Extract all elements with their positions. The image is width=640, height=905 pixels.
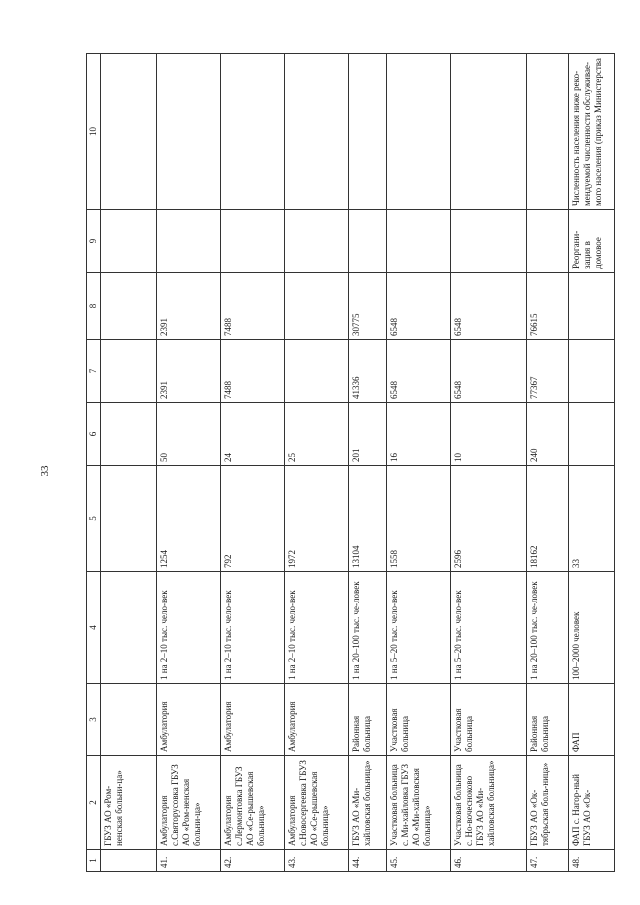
table-cell: 45.: [387, 850, 451, 872]
table-cell: 201: [349, 403, 387, 466]
table-cell: ГБУЗ АО «Ми-хайловская больница»: [349, 756, 387, 850]
table-cell: 6548: [451, 273, 527, 340]
table-cell: 42.: [221, 850, 285, 872]
table-cell: 2391: [157, 340, 221, 403]
column-header: 8: [87, 273, 101, 340]
table-cell: 46.: [451, 850, 527, 872]
table-row: [349, 54, 387, 872]
table-row: [221, 54, 285, 872]
table-cell: [285, 340, 349, 403]
table-cell: 48.: [569, 850, 615, 872]
table-row: [527, 54, 569, 872]
table-cell: 41336: [349, 340, 387, 403]
table-cell: 2391: [157, 273, 221, 340]
table-cell: [569, 403, 615, 466]
table-cell: [451, 54, 527, 210]
table-cell: Амбулатория с.Лермонтовка ГБУЗ АО «Се-рышевская больница»: [221, 756, 285, 850]
table-cell: [157, 210, 221, 273]
table-cell: 1 на 5–20 тыс. чело-век: [451, 572, 527, 684]
table-cell: [349, 54, 387, 210]
table-cell: [101, 572, 157, 684]
table-row: [285, 54, 349, 872]
table-row: [569, 54, 615, 872]
table-cell: ФАП: [569, 684, 615, 756]
column-header: 4: [87, 572, 101, 684]
table-cell: Амбулатория: [285, 684, 349, 756]
table-cell: 7488: [221, 273, 285, 340]
table-cell: 1972: [285, 466, 349, 572]
table-cell: 7488: [221, 340, 285, 403]
table-cell: 2596: [451, 466, 527, 572]
table-cell: 6548: [451, 340, 527, 403]
table-cell: [569, 340, 615, 403]
table-cell: 100–2000 человек: [569, 572, 615, 684]
table-cell: 792: [221, 466, 285, 572]
table-cell: 43.: [285, 850, 349, 872]
table-cell: 30775: [349, 273, 387, 340]
table-cell: Участковая больница: [451, 684, 527, 756]
table-cell: 1 на 2–10 тыс. чело-век: [221, 572, 285, 684]
column-header: 10: [87, 54, 101, 210]
table-cell: Амбулатория с.Новосергеевка ГБУЗ АО «Се-рышевская больница»: [285, 756, 349, 850]
table-cell: 33: [569, 466, 615, 572]
table-cell: 240: [527, 403, 569, 466]
table-cell: Амбулатория с.Святорусовка ГБУЗ АО «Ром-ненская больни-ца»: [157, 756, 221, 850]
table-cell: [101, 273, 157, 340]
table-cell: Участковая больница с. Ми-хайловка ГБУЗ АО «Ми-хайловская больница»: [387, 756, 451, 850]
table-cell: Участковая больница: [387, 684, 451, 756]
table-cell: [101, 466, 157, 572]
table-cell: Амбулатория: [157, 684, 221, 756]
table-row: [387, 54, 451, 872]
table-cell: Участковая больница с. Но-вочесноково ГБУЗ АО «Ми-хайловская больница»: [451, 756, 527, 850]
table-cell: [387, 210, 451, 273]
table-cell: 18162: [527, 466, 569, 572]
column-header: 1: [87, 850, 101, 872]
table-cell: 44.: [349, 850, 387, 872]
table-row: [101, 54, 157, 872]
column-header: 7: [87, 340, 101, 403]
table-cell: 1558: [387, 466, 451, 572]
column-header: 6: [87, 403, 101, 466]
table-body: [87, 54, 615, 872]
table-cell: ФАП с. Нагор-ный ГБУЗ АО «Ок-: [569, 756, 615, 850]
table-cell: 41.: [157, 850, 221, 872]
table-cell: Численность населения ниже реко-мендуемой численности обслуживае-мого населения (приказ Министерства: [569, 54, 615, 210]
table-cell: 13104: [349, 466, 387, 572]
table-cell: 50: [157, 403, 221, 466]
table-cell: [221, 210, 285, 273]
rotated-table: [86, 54, 603, 872]
table-cell: 6548: [387, 340, 451, 403]
table-cell: ГБУЗ АО «Ок-тябрьская боль-ница»: [527, 756, 569, 850]
table-cell: ГБУЗ АО «Ром-ненская больни-ца»: [101, 756, 157, 850]
table-cell: 1 на 20–100 тыс. че-ловек: [349, 572, 387, 684]
table-cell: [527, 210, 569, 273]
table-cell: 1 на 5–20 тыс. чело-век: [387, 572, 451, 684]
table-cell: [349, 210, 387, 273]
table-cell: [569, 273, 615, 340]
table-cell: 76615: [527, 273, 569, 340]
table-cell: [101, 340, 157, 403]
table-cell: Реоргани-зация в домовое: [569, 210, 615, 273]
table-cell: 25: [285, 403, 349, 466]
table-cell: 1254: [157, 466, 221, 572]
table-cell: [285, 273, 349, 340]
table-cell: 10: [451, 403, 527, 466]
table-cell: [101, 403, 157, 466]
table-viewport: [86, 54, 603, 872]
table-cell: Районная больница: [527, 684, 569, 756]
column-header: 5: [87, 466, 101, 572]
table-cell: Амбулатория: [221, 684, 285, 756]
table-cell: [285, 210, 349, 273]
table-cell: 77367: [527, 340, 569, 403]
table-cell: [157, 54, 221, 210]
table-cell: 6548: [387, 273, 451, 340]
column-header: 3: [87, 684, 101, 756]
page-number: 33: [39, 465, 51, 477]
column-header: 2: [87, 756, 101, 850]
table-cell: [101, 850, 157, 872]
table-cell: 47.: [527, 850, 569, 872]
table-cell: 1 на 2–10 тыс. чело-век: [285, 572, 349, 684]
table-cell: 1 на 2–10 тыс. чело-век: [157, 572, 221, 684]
table-cell: Районная больница: [349, 684, 387, 756]
column-number-row: [87, 54, 101, 872]
table-cell: [527, 54, 569, 210]
table-cell: [221, 54, 285, 210]
column-header: 9: [87, 210, 101, 273]
table-cell: [387, 54, 451, 210]
table-cell: [101, 54, 157, 210]
table-cell: [101, 684, 157, 756]
table-row: [451, 54, 527, 872]
table-cell: [451, 210, 527, 273]
table-cell: 16: [387, 403, 451, 466]
table-cell: [101, 210, 157, 273]
table-cell: 24: [221, 403, 285, 466]
medical-facilities-table: [86, 53, 615, 872]
table-cell: [285, 54, 349, 210]
table-cell: 1 на 20–100 тыс. че-ловек: [527, 572, 569, 684]
table-row: [157, 54, 221, 872]
